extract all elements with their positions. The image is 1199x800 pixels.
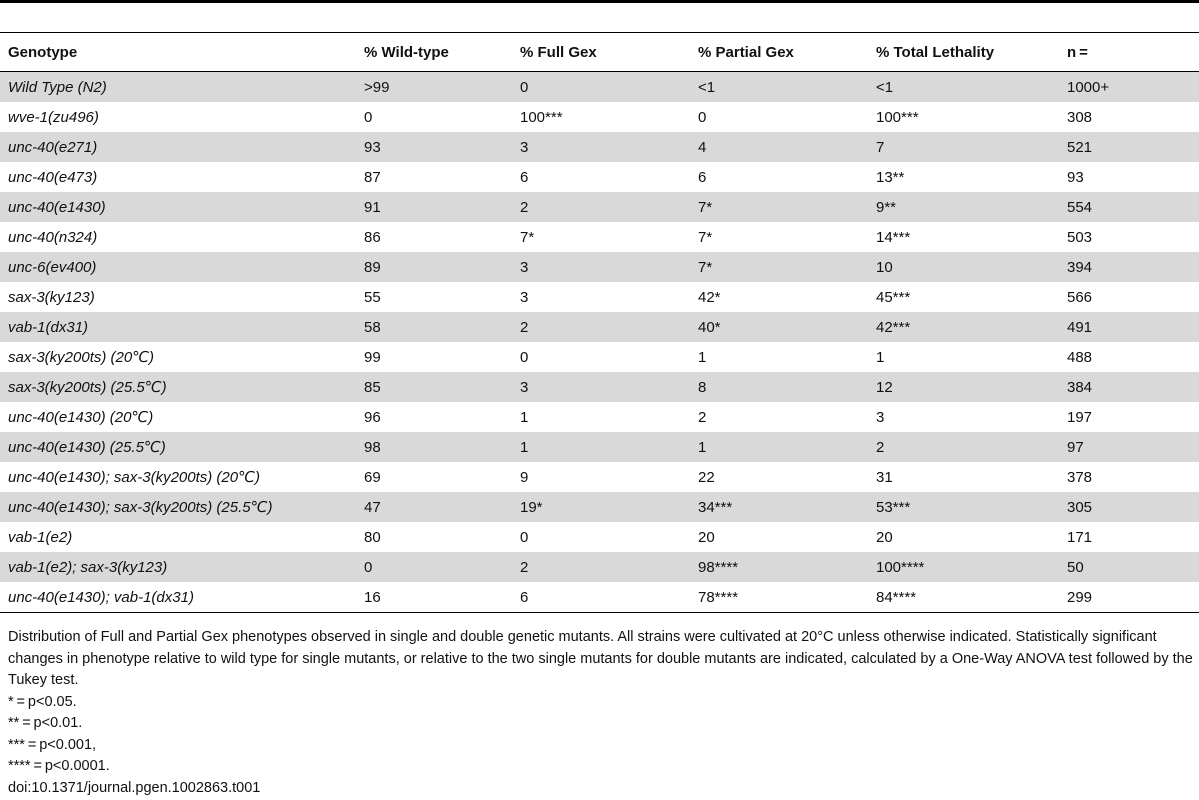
partial-gex-cell: <1	[690, 72, 868, 103]
partial-gex-cell: 34***	[690, 492, 868, 522]
total-lethality-cell: 100****	[868, 552, 1059, 582]
wild-type-cell: 47	[356, 492, 512, 522]
genotype-cell: unc-40(e1430)	[0, 192, 356, 222]
genotype-cell: sax-3(ky123)	[8, 288, 95, 306]
total-lethality-cell: 20	[876, 528, 893, 546]
column-header-n: n =	[1059, 34, 1199, 72]
table-row	[0, 72, 1199, 103]
full-gex-cell: 2	[512, 312, 690, 342]
full-gex-cell: 1	[520, 408, 529, 426]
genotype-cell: sax-3(ky200ts) (20℃)	[8, 349, 155, 366]
wild-type-cell: 99	[364, 348, 381, 366]
results-table	[0, 34, 1199, 613]
wild-type-cell: 91	[356, 192, 512, 222]
genotype-cell: unc-40(e1430) (20℃)	[8, 409, 154, 426]
table-row	[0, 402, 1199, 432]
full-gex-cell: 1	[512, 432, 690, 462]
table-row	[0, 132, 1199, 162]
total-lethality-cell: 42***	[868, 312, 1059, 342]
total-lethality-cell: 84****	[868, 582, 1059, 613]
partial-gex-cell: 1	[690, 432, 868, 462]
column-header-full-gex: % Full Gex	[512, 34, 690, 72]
total-lethality-cell: 12	[868, 372, 1059, 402]
total-lethality-cell: 1	[876, 348, 885, 366]
full-gex-cell: 3	[512, 372, 690, 402]
wild-type-cell: 16	[356, 582, 512, 613]
partial-gex-cell: 40*	[690, 312, 868, 342]
column-header-partial-gex: % Partial Gex	[690, 34, 868, 72]
genotype-cell: unc-40(e1430); sax-3(ky200ts) (25.5℃)	[0, 492, 356, 522]
partial-gex-cell: 22	[698, 468, 715, 486]
n-cell: 566	[1067, 288, 1093, 306]
table-row	[0, 102, 1199, 132]
n-cell: 308	[1067, 108, 1093, 126]
full-gex-cell: 0	[512, 72, 690, 103]
full-gex-cell: 3	[512, 252, 690, 282]
full-gex-cell: 100***	[520, 108, 563, 126]
n-cell: 554	[1059, 192, 1199, 222]
partial-gex-cell: 78****	[690, 582, 868, 613]
total-lethality-cell: <1	[868, 72, 1059, 103]
wild-type-cell: 69	[364, 468, 381, 486]
full-gex-cell: 3	[512, 132, 690, 162]
n-cell: 305	[1059, 492, 1199, 522]
wild-type-cell: 89	[356, 252, 512, 282]
table-row	[0, 522, 1199, 552]
table-caption: Distribution of Full and Partial Gex phenotypes observed in single and double genetic mutants. All strains were cultivated at 20°C unless otherwise indicated. Statistically significant changes in phenotype relative to wild type for single mutants, or relative to the two single mutants for double mutants are indicated, calculated by a One-Way ANOVA test followed by the Tukey test.	[8, 629, 1193, 688]
genotype-cell: unc-40(e1430); sax-3(ky200ts) (20℃)	[8, 469, 260, 486]
significance-note: ** = p<0.01.	[8, 715, 83, 731]
full-gex-cell: 7*	[520, 228, 535, 246]
table-row	[0, 582, 1199, 613]
total-lethality-cell: 45***	[876, 288, 911, 306]
genotype-cell: vab-1(e2)	[8, 528, 73, 546]
table-row	[0, 312, 1199, 342]
total-lethality-cell: 9**	[868, 192, 1059, 222]
n-cell: 171	[1067, 528, 1093, 546]
total-lethality-cell: 100***	[876, 108, 919, 126]
n-cell: 521	[1059, 132, 1199, 162]
partial-gex-cell: 98****	[690, 552, 868, 582]
wild-type-cell: 98	[356, 432, 512, 462]
header-top-rule	[0, 32, 1199, 33]
genotype-cell: unc-6(ev400)	[0, 252, 356, 282]
wild-type-cell: 0	[356, 552, 512, 582]
total-lethality-cell: 13**	[876, 168, 905, 186]
full-gex-cell: 6	[520, 168, 529, 186]
partial-gex-cell: 7*	[690, 192, 868, 222]
partial-gex-cell: 1	[698, 348, 707, 366]
partial-gex-cell: 0	[698, 108, 707, 126]
wild-type-cell: 96	[364, 408, 381, 426]
total-lethality-cell: 7	[868, 132, 1059, 162]
n-cell: 299	[1059, 582, 1199, 613]
total-lethality-cell: 3	[876, 408, 885, 426]
significance-note: *** = p<0.001,	[8, 736, 97, 753]
significance-note: * = p<0.05.	[8, 693, 77, 710]
full-gex-cell: 3	[520, 288, 529, 306]
doi-text: doi:10.1371/journal.pgen.1002863.t001	[8, 779, 261, 796]
table-row	[0, 222, 1199, 252]
genotype-cell: unc-40(e473)	[8, 168, 98, 186]
table-row	[0, 462, 1199, 492]
table-row	[0, 552, 1199, 582]
table-row	[0, 342, 1199, 372]
full-gex-cell: 9	[520, 468, 529, 486]
n-cell: 491	[1059, 312, 1199, 342]
total-lethality-cell: 10	[868, 252, 1059, 282]
table-header-row	[0, 34, 1199, 72]
table-row	[0, 252, 1199, 282]
full-gex-cell: 19*	[512, 492, 690, 522]
full-gex-cell: 0	[520, 528, 529, 546]
n-cell: 394	[1059, 252, 1199, 282]
table-footer	[8, 627, 1198, 799]
column-header-total-lethality: % Total Lethality	[868, 34, 1059, 72]
n-cell: 503	[1067, 228, 1093, 246]
genotype-cell: sax-3(ky200ts) (25.5℃)	[0, 372, 356, 402]
partial-gex-cell: 2	[698, 408, 707, 426]
table-row	[0, 192, 1199, 222]
wild-type-cell: 58	[356, 312, 512, 342]
partial-gex-cell: 4	[690, 132, 868, 162]
wild-type-cell: 85	[356, 372, 512, 402]
genotype-cell: unc-40(n324)	[8, 228, 98, 246]
wild-type-cell: 80	[364, 528, 381, 546]
full-gex-cell: 2	[512, 552, 690, 582]
partial-gex-cell: 8	[690, 372, 868, 402]
partial-gex-cell: 42*	[698, 288, 721, 306]
wild-type-cell: 0	[364, 108, 373, 126]
partial-gex-cell: 7*	[690, 252, 868, 282]
genotype-cell: vab-1(e2); sax-3(ky123)	[0, 552, 356, 582]
n-cell: 378	[1067, 468, 1093, 486]
genotype-cell: wve-1(zu496)	[8, 108, 99, 126]
table-row	[0, 492, 1199, 522]
significance-note: **** = p<0.0001.	[8, 758, 110, 774]
wild-type-cell: 55	[364, 288, 381, 306]
partial-gex-cell: 7*	[698, 228, 713, 246]
total-lethality-cell: 2	[868, 432, 1059, 462]
genotype-cell: vab-1(dx31)	[0, 312, 356, 342]
full-gex-cell: 2	[512, 192, 690, 222]
column-header-wild-type: % Wild-type	[356, 34, 512, 72]
wild-type-cell: 93	[356, 132, 512, 162]
genotype-cell: Wild Type (N2)	[0, 72, 356, 103]
wild-type-cell: 87	[364, 168, 381, 186]
genotype-cell: unc-40(e1430); vab-1(dx31)	[0, 582, 356, 613]
n-cell: 50	[1059, 552, 1199, 582]
partial-gex-cell: 20	[698, 528, 715, 546]
table-row	[0, 282, 1199, 312]
full-gex-cell: 6	[512, 582, 690, 613]
total-lethality-cell: 53***	[868, 492, 1059, 522]
table-body	[0, 72, 1199, 613]
partial-gex-cell: 6	[698, 168, 707, 186]
n-cell: 93	[1067, 168, 1084, 186]
wild-type-cell: >99	[356, 72, 512, 103]
column-header-genotype: Genotype	[0, 34, 356, 72]
n-cell: 384	[1059, 372, 1199, 402]
wild-type-cell: 86	[364, 228, 381, 246]
table-row	[0, 432, 1199, 462]
full-gex-cell: 0	[520, 348, 529, 366]
total-lethality-cell: 14***	[876, 228, 911, 246]
n-cell: 97	[1059, 432, 1199, 462]
genotype-cell: unc-40(e271)	[0, 132, 356, 162]
n-cell: 1000+	[1059, 72, 1199, 103]
genotype-cell: unc-40(e1430) (25.5℃)	[0, 432, 356, 462]
table-row	[0, 372, 1199, 402]
top-rule	[0, 0, 1199, 3]
n-cell: 197	[1067, 408, 1093, 426]
n-cell: 488	[1067, 348, 1093, 366]
total-lethality-cell: 31	[876, 468, 893, 486]
table-row	[0, 162, 1199, 192]
